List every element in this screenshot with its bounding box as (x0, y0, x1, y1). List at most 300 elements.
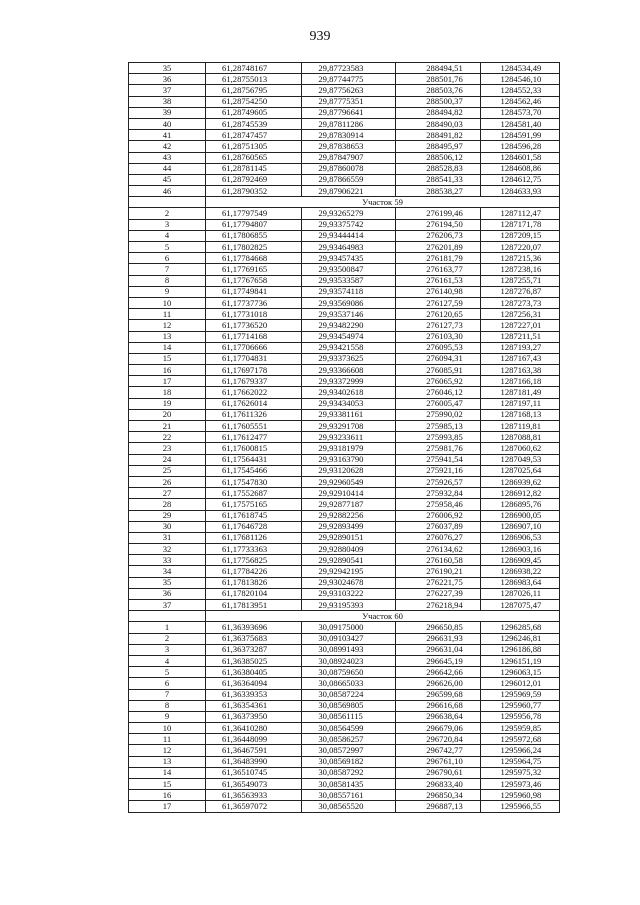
latitude-cell: 61,36380405 (206, 667, 302, 678)
latitude-cell: 61,17731018 (206, 309, 302, 320)
x-coordinate-cell: 288500,37 (396, 96, 480, 107)
longitude-cell: 29,87756263 (302, 85, 396, 96)
y-coordinate-cell: 1284612,75 (480, 174, 559, 185)
longitude-cell: 29,92960549 (302, 476, 396, 487)
longitude-cell: 29,93366608 (302, 365, 396, 376)
y-coordinate-cell: 1287276,87 (480, 286, 559, 297)
x-coordinate-cell: 288494,51 (396, 63, 480, 74)
point-number-cell: 16 (129, 790, 206, 801)
x-coordinate-cell: 296833,40 (396, 779, 480, 790)
longitude-cell: 29,92910414 (302, 488, 396, 499)
table-row (129, 398, 560, 409)
longitude-cell: 29,93024678 (302, 577, 396, 588)
latitude-cell: 61,36385025 (206, 655, 302, 666)
point-number-cell: 34 (129, 566, 206, 577)
x-coordinate-cell: 288490,03 (396, 118, 480, 129)
latitude-cell: 61,28748167 (206, 63, 302, 74)
longitude-cell: 29,87866559 (302, 174, 396, 185)
section-heading-row (129, 611, 560, 622)
point-number-cell: 9 (129, 711, 206, 722)
table-row (129, 118, 560, 129)
longitude-cell: 29,93181979 (302, 443, 396, 454)
latitude-cell: 61,17756825 (206, 555, 302, 566)
longitude-cell: 29,93569086 (302, 297, 396, 308)
x-coordinate-cell: 276221,75 (396, 577, 480, 588)
y-coordinate-cell: 1287049,53 (480, 454, 559, 465)
x-coordinate-cell: 296626,00 (396, 678, 480, 689)
table-row (129, 63, 560, 74)
y-coordinate-cell: 1286909,45 (480, 555, 559, 566)
x-coordinate-cell: 276094,31 (396, 353, 480, 364)
longitude-cell: 29,93533587 (302, 275, 396, 286)
longitude-cell: 29,87847907 (302, 152, 396, 163)
y-coordinate-cell: 1287088,81 (480, 432, 559, 443)
y-coordinate-cell: 1287220,07 (480, 242, 559, 253)
table-row (129, 600, 560, 611)
y-coordinate-cell: 1287193,27 (480, 342, 559, 353)
table-row (129, 275, 560, 286)
point-number-cell: 13 (129, 756, 206, 767)
x-coordinate-cell: 296850,34 (396, 790, 480, 801)
x-coordinate-cell: 276120,65 (396, 309, 480, 320)
latitude-cell: 61,17679337 (206, 376, 302, 387)
point-number-cell: 26 (129, 476, 206, 487)
x-coordinate-cell: 276006,92 (396, 510, 480, 521)
table-row (129, 130, 560, 141)
table-row (129, 756, 560, 767)
longitude-cell: 29,93464983 (302, 242, 396, 253)
latitude-cell: 61,17697178 (206, 365, 302, 376)
latitude-cell: 61,28745539 (206, 118, 302, 129)
latitude-cell: 61,17704831 (206, 353, 302, 364)
longitude-cell: 29,92890541 (302, 555, 396, 566)
latitude-cell: 61,17681126 (206, 532, 302, 543)
x-coordinate-cell: 288506,12 (396, 152, 480, 163)
x-coordinate-cell: 296720,84 (396, 734, 480, 745)
y-coordinate-cell: 1286895,76 (480, 499, 559, 510)
y-coordinate-cell: 1284601,58 (480, 152, 559, 163)
latitude-cell: 61,17737736 (206, 297, 302, 308)
table-row (129, 544, 560, 555)
x-coordinate-cell: 296650,85 (396, 622, 480, 633)
y-coordinate-cell: 1296063,15 (480, 667, 559, 678)
point-number-cell: 11 (129, 309, 206, 320)
latitude-cell: 61,17611326 (206, 409, 302, 420)
table-row (129, 510, 560, 521)
longitude-cell: 29,93457435 (302, 253, 396, 264)
y-coordinate-cell: 1287026,11 (480, 588, 559, 599)
point-number-cell: 13 (129, 331, 206, 342)
longitude-cell: 29,93402618 (302, 387, 396, 398)
latitude-cell: 61,28755013 (206, 74, 302, 85)
longitude-cell: 29,93233611 (302, 432, 396, 443)
longitude-cell: 30,08569182 (302, 756, 396, 767)
table-row (129, 174, 560, 185)
table-row (129, 230, 560, 241)
y-coordinate-cell: 1287025,64 (480, 465, 559, 476)
table-row (129, 264, 560, 275)
latitude-cell: 61,36483990 (206, 756, 302, 767)
x-coordinate-cell: 275921,16 (396, 465, 480, 476)
point-number-cell: 12 (129, 745, 206, 756)
table-row (129, 309, 560, 320)
table-row (129, 141, 560, 152)
table-row (129, 421, 560, 432)
longitude-cell: 30,08586257 (302, 734, 396, 745)
longitude-cell: 30,08564599 (302, 723, 396, 734)
longitude-cell: 29,93372999 (302, 376, 396, 387)
y-coordinate-cell: 1284534,49 (480, 63, 559, 74)
latitude-cell: 61,17600815 (206, 443, 302, 454)
point-number-cell: 36 (129, 588, 206, 599)
table-row (129, 465, 560, 476)
longitude-cell: 30,08557161 (302, 790, 396, 801)
longitude-cell: 29,93434053 (302, 398, 396, 409)
table-row (129, 387, 560, 398)
y-coordinate-cell: 1295964,75 (480, 756, 559, 767)
table-row (129, 566, 560, 577)
table-row (129, 678, 560, 689)
point-number-cell: 45 (129, 174, 206, 185)
y-coordinate-cell: 1287112,47 (480, 208, 559, 219)
table-row (129, 286, 560, 297)
longitude-cell: 30,08587292 (302, 767, 396, 778)
table-row (129, 488, 560, 499)
y-coordinate-cell: 1287256,31 (480, 309, 559, 320)
table-row (129, 454, 560, 465)
y-coordinate-cell: 1286983,64 (480, 577, 559, 588)
point-number-cell: 18 (129, 387, 206, 398)
longitude-cell: 29,87838653 (302, 141, 396, 152)
table-row (129, 577, 560, 588)
table-row (129, 667, 560, 678)
y-coordinate-cell: 1287197,11 (480, 398, 559, 409)
latitude-cell: 61,17784668 (206, 253, 302, 264)
latitude-cell: 61,28781145 (206, 163, 302, 174)
table-row (129, 320, 560, 331)
table-row (129, 555, 560, 566)
table-row (129, 711, 560, 722)
x-coordinate-cell: 288494,82 (396, 107, 480, 118)
longitude-cell: 29,93265279 (302, 208, 396, 219)
x-coordinate-cell: 296645,19 (396, 655, 480, 666)
y-coordinate-cell: 1295966,24 (480, 745, 559, 756)
latitude-cell: 61,36373950 (206, 711, 302, 722)
point-number-cell: 37 (129, 85, 206, 96)
point-number-cell: 5 (129, 242, 206, 253)
point-number-cell: 15 (129, 353, 206, 364)
table-row (129, 655, 560, 666)
longitude-cell: 29,87811286 (302, 118, 396, 129)
x-coordinate-cell: 276037,89 (396, 521, 480, 532)
point-number-cell: 30 (129, 521, 206, 532)
x-coordinate-cell: 296887,13 (396, 801, 480, 812)
longitude-cell: 30,08665033 (302, 678, 396, 689)
table-row (129, 745, 560, 756)
longitude-cell: 29,93120628 (302, 465, 396, 476)
longitude-cell: 29,93373625 (302, 353, 396, 364)
latitude-cell: 61,28760565 (206, 152, 302, 163)
point-number-cell: 39 (129, 107, 206, 118)
point-number-cell: 44 (129, 163, 206, 174)
latitude-cell: 61,17714168 (206, 331, 302, 342)
x-coordinate-cell: 276134,62 (396, 544, 480, 555)
y-coordinate-cell: 1287171,78 (480, 219, 559, 230)
longitude-cell: 30,08924023 (302, 655, 396, 666)
point-number-cell: 20 (129, 409, 206, 420)
y-coordinate-cell: 1284562,46 (480, 96, 559, 107)
y-coordinate-cell: 1287273,73 (480, 297, 559, 308)
x-coordinate-cell: 275926,57 (396, 476, 480, 487)
point-number-cell: 14 (129, 342, 206, 353)
latitude-cell: 61,17564431 (206, 454, 302, 465)
x-coordinate-cell: 276046,12 (396, 387, 480, 398)
table-row (129, 779, 560, 790)
y-coordinate-cell: 1295973,46 (480, 779, 559, 790)
y-coordinate-cell: 1284608,86 (480, 163, 559, 174)
y-coordinate-cell: 1284573,70 (480, 107, 559, 118)
x-coordinate-cell: 288528,83 (396, 163, 480, 174)
latitude-cell: 61,28756795 (206, 85, 302, 96)
table-row (129, 767, 560, 778)
longitude-cell: 30,08759650 (302, 667, 396, 678)
longitude-cell: 29,93482290 (302, 320, 396, 331)
latitude-cell: 61,36364094 (206, 678, 302, 689)
y-coordinate-cell: 1295969,59 (480, 689, 559, 700)
x-coordinate-cell: 276199,46 (396, 208, 480, 219)
x-coordinate-cell: 288491,82 (396, 130, 480, 141)
table-row (129, 532, 560, 543)
y-coordinate-cell: 1287167,43 (480, 353, 559, 364)
section-heading: Участок 59 (206, 197, 560, 208)
x-coordinate-cell: 276103,30 (396, 331, 480, 342)
x-coordinate-cell: 288538,27 (396, 186, 480, 197)
latitude-cell: 61,17797549 (206, 208, 302, 219)
x-coordinate-cell: 296599,68 (396, 689, 480, 700)
x-coordinate-cell: 288501,76 (396, 74, 480, 85)
y-coordinate-cell: 1286939,62 (480, 476, 559, 487)
table-row (129, 107, 560, 118)
point-number-cell: 6 (129, 253, 206, 264)
y-coordinate-cell: 1286938,22 (480, 566, 559, 577)
y-coordinate-cell: 1295960,77 (480, 700, 559, 711)
x-coordinate-cell: 276076,27 (396, 532, 480, 543)
point-number-cell: 4 (129, 230, 206, 241)
y-coordinate-cell: 1284581,40 (480, 118, 559, 129)
point-number-cell: 23 (129, 443, 206, 454)
longitude-cell: 29,87860078 (302, 163, 396, 174)
point-number-cell: 35 (129, 577, 206, 588)
point-number-cell: 40 (129, 118, 206, 129)
x-coordinate-cell: 276206,73 (396, 230, 480, 241)
x-coordinate-cell: 276218,94 (396, 600, 480, 611)
x-coordinate-cell: 296742,77 (396, 745, 480, 756)
y-coordinate-cell: 1287209,15 (480, 230, 559, 241)
latitude-cell: 61,17820104 (206, 588, 302, 599)
x-coordinate-cell: 288541,33 (396, 174, 480, 185)
longitude-cell: 29,87744775 (302, 74, 396, 85)
y-coordinate-cell: 1287075,47 (480, 600, 559, 611)
x-coordinate-cell: 276227,39 (396, 588, 480, 599)
x-coordinate-cell: 276005,47 (396, 398, 480, 409)
x-coordinate-cell: 296631,93 (396, 633, 480, 644)
table-row (129, 253, 560, 264)
point-number-cell: 17 (129, 801, 206, 812)
longitude-cell: 30,08561115 (302, 711, 396, 722)
point-number-cell: 27 (129, 488, 206, 499)
latitude-cell: 61,36467591 (206, 745, 302, 756)
table-row (129, 432, 560, 443)
longitude-cell: 30,08581435 (302, 779, 396, 790)
section-heading-blank-cell (129, 611, 206, 622)
x-coordinate-cell: 276201,89 (396, 242, 480, 253)
longitude-cell: 29,93421558 (302, 342, 396, 353)
table-row (129, 242, 560, 253)
x-coordinate-cell: 275981,76 (396, 443, 480, 454)
point-number-cell: 42 (129, 141, 206, 152)
point-number-cell: 24 (129, 454, 206, 465)
x-coordinate-cell: 288495,97 (396, 141, 480, 152)
latitude-cell: 61,36597072 (206, 801, 302, 812)
latitude-cell: 61,36354361 (206, 700, 302, 711)
table-row (129, 588, 560, 599)
point-number-cell: 8 (129, 275, 206, 286)
y-coordinate-cell: 1295959,85 (480, 723, 559, 734)
table-row (129, 622, 560, 633)
point-number-cell: 5 (129, 667, 206, 678)
table-row (129, 74, 560, 85)
y-coordinate-cell: 1284596,28 (480, 141, 559, 152)
y-coordinate-cell: 1296285,68 (480, 622, 559, 633)
table-row (129, 443, 560, 454)
y-coordinate-cell: 1286903,16 (480, 544, 559, 555)
y-coordinate-cell: 1287119,81 (480, 421, 559, 432)
table-row (129, 331, 560, 342)
x-coordinate-cell: 296638,64 (396, 711, 480, 722)
point-number-cell: 25 (129, 465, 206, 476)
x-coordinate-cell: 275932,84 (396, 488, 480, 499)
point-number-cell: 28 (129, 499, 206, 510)
x-coordinate-cell: 296790,61 (396, 767, 480, 778)
table-row (129, 219, 560, 230)
point-number-cell: 46 (129, 186, 206, 197)
table-row (129, 152, 560, 163)
point-number-cell: 16 (129, 365, 206, 376)
y-coordinate-cell: 1284546,10 (480, 74, 559, 85)
latitude-cell: 61,17545466 (206, 465, 302, 476)
y-coordinate-cell: 1287215,36 (480, 253, 559, 264)
point-number-cell: 17 (129, 376, 206, 387)
latitude-cell: 61,36393696 (206, 622, 302, 633)
point-number-cell: 11 (129, 734, 206, 745)
latitude-cell: 61,17784226 (206, 566, 302, 577)
point-number-cell: 35 (129, 63, 206, 74)
point-number-cell: 10 (129, 723, 206, 734)
x-coordinate-cell: 275993,85 (396, 432, 480, 443)
coordinates-table (128, 62, 560, 813)
table-row (129, 700, 560, 711)
x-coordinate-cell: 296679,06 (396, 723, 480, 734)
latitude-cell: 61,17646728 (206, 521, 302, 532)
latitude-cell: 61,36375683 (206, 633, 302, 644)
section-heading-row (129, 197, 560, 208)
point-number-cell: 19 (129, 398, 206, 409)
longitude-cell: 29,93291708 (302, 421, 396, 432)
x-coordinate-cell: 276163,77 (396, 264, 480, 275)
x-coordinate-cell: 296761,10 (396, 756, 480, 767)
point-number-cell: 14 (129, 767, 206, 778)
latitude-cell: 61,17662022 (206, 387, 302, 398)
point-number-cell: 7 (129, 689, 206, 700)
latitude-cell: 61,17769165 (206, 264, 302, 275)
point-number-cell: 41 (129, 130, 206, 141)
x-coordinate-cell: 275941,54 (396, 454, 480, 465)
point-number-cell: 21 (129, 421, 206, 432)
latitude-cell: 61,28754250 (206, 96, 302, 107)
longitude-cell: 29,93103222 (302, 588, 396, 599)
longitude-cell: 29,87796641 (302, 107, 396, 118)
table-row (129, 734, 560, 745)
table-row (129, 297, 560, 308)
table-row (129, 723, 560, 734)
x-coordinate-cell: 276127,73 (396, 320, 480, 331)
latitude-cell: 61,36410280 (206, 723, 302, 734)
longitude-cell: 29,87906221 (302, 186, 396, 197)
table-row (129, 342, 560, 353)
latitude-cell: 61,36373287 (206, 644, 302, 655)
x-coordinate-cell: 276127,59 (396, 297, 480, 308)
latitude-cell: 61,17552687 (206, 488, 302, 499)
point-number-cell: 4 (129, 655, 206, 666)
longitude-cell: 29,87775351 (302, 96, 396, 107)
longitude-cell: 29,87830914 (302, 130, 396, 141)
table-row (129, 476, 560, 487)
y-coordinate-cell: 1295960,98 (480, 790, 559, 801)
y-coordinate-cell: 1286900,05 (480, 510, 559, 521)
latitude-cell: 61,28747457 (206, 130, 302, 141)
table-row (129, 186, 560, 197)
latitude-cell: 61,17767658 (206, 275, 302, 286)
latitude-cell: 61,36549073 (206, 779, 302, 790)
latitude-cell: 61,28792469 (206, 174, 302, 185)
latitude-cell: 61,17706666 (206, 342, 302, 353)
x-coordinate-cell: 276065,92 (396, 376, 480, 387)
table-row (129, 208, 560, 219)
point-number-cell: 8 (129, 700, 206, 711)
longitude-cell: 29,93381161 (302, 409, 396, 420)
table-row (129, 376, 560, 387)
x-coordinate-cell: 276190,21 (396, 566, 480, 577)
latitude-cell: 61,17626014 (206, 398, 302, 409)
latitude-cell: 61,17575165 (206, 499, 302, 510)
y-coordinate-cell: 1296012,01 (480, 678, 559, 689)
table-row (129, 365, 560, 376)
point-number-cell: 31 (129, 532, 206, 543)
y-coordinate-cell: 1296151,19 (480, 655, 559, 666)
coordinates-table-body (129, 63, 560, 813)
longitude-cell: 29,92942195 (302, 566, 396, 577)
table-row (129, 85, 560, 96)
latitude-cell: 61,17794807 (206, 219, 302, 230)
longitude-cell: 29,93163790 (302, 454, 396, 465)
table-row (129, 801, 560, 812)
longitude-cell: 30,08565520 (302, 801, 396, 812)
y-coordinate-cell: 1287227,01 (480, 320, 559, 331)
longitude-cell: 29,93444414 (302, 230, 396, 241)
latitude-cell: 61,28790352 (206, 186, 302, 197)
longitude-cell: 29,93195393 (302, 600, 396, 611)
table-row (129, 633, 560, 644)
